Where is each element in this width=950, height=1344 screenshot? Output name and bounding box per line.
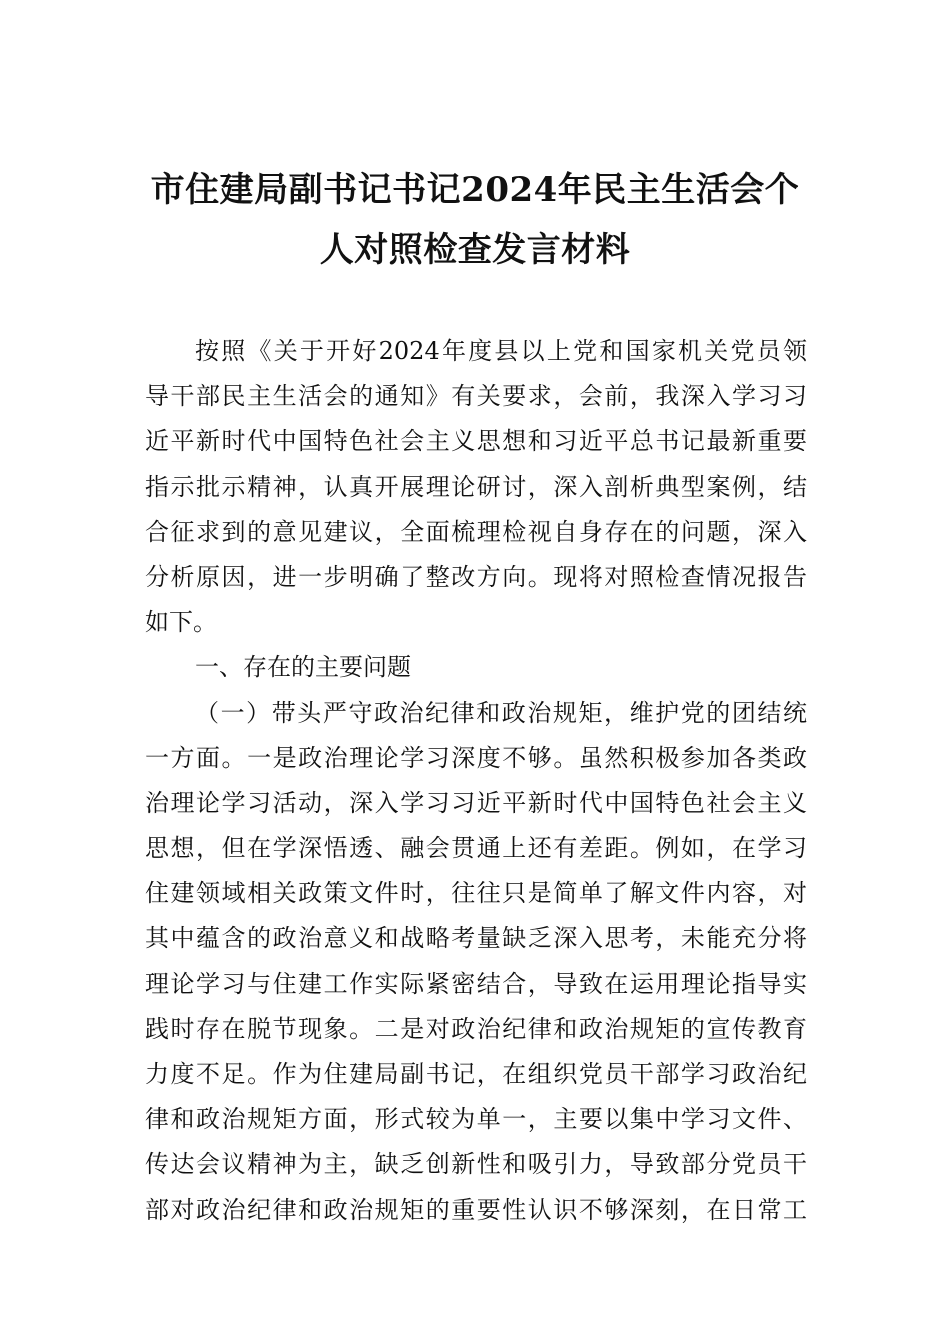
paragraph-intro	[145, 329, 807, 645]
paragraph-line: 律和政治规矩方面，形式较为单一，主要以集中学习文件、	[145, 1105, 807, 1134]
paragraph-line: 指示批示精神，认真开展理论研讨，深入剖析典型案例，结	[145, 472, 807, 501]
paragraph-line: 合征求到的意见建议，全面梳理检视自身存在的问题，深入	[145, 517, 807, 546]
paragraph-line: 分析原因，进一步明确了整改方向。现将对照检查情况报告	[145, 562, 807, 591]
paragraph-line: （一）带头严守政治纪律和政治规矩，维护党的团结统	[195, 698, 807, 727]
paragraph-line: 如下。	[145, 608, 217, 637]
title-line-2: 人对照检查发言材料	[319, 230, 631, 270]
paragraph-line: 其中蕴含的政治意义和战略考量缺乏深入思考，未能充分将	[145, 924, 807, 953]
paragraph-line: 按照《关于开好2024年度县以上党和国家机关党员领	[195, 337, 807, 365]
paragraph-line: 传达会议精神为主，缺乏创新性和吸引力，导致部分党员干	[145, 1150, 807, 1179]
paragraph-line: 一方面。一是政治理论学习深度不够。虽然积极参加各类政	[145, 743, 807, 772]
document-body	[145, 329, 807, 1233]
paragraph-line: 住建领域相关政策文件时，往往只是简单了解文件内容，对	[145, 879, 807, 908]
paragraph-line: 近平新时代中国特色社会主义思想和习近平总书记最新重要	[145, 427, 807, 456]
paragraph-problems	[145, 691, 807, 1233]
paragraph-line: 践时存在脱节现象。二是对政治纪律和政治规矩的宣传教育	[145, 1014, 807, 1043]
paragraph-line: 导干部民主生活会的通知》有关要求，会前，我深入学习习	[145, 382, 807, 411]
paragraph-line: 思想，但在学深悟透、融会贯通上还有差距。例如，在学习	[145, 834, 807, 863]
paragraph-line: 部对政治纪律和政治规矩的重要性认识不够深刻，在日常工	[145, 1195, 807, 1224]
document-title	[145, 160, 805, 280]
paragraph-line: 理论学习与住建工作实际紧密结合，导致在运用理论指导实	[145, 969, 807, 998]
paragraph-line: 力度不足。作为住建局副书记，在组织党员干部学习政治纪	[145, 1060, 807, 1088]
paragraph-line: 治理论学习活动，深入学习习近平新时代中国特色社会主义	[145, 788, 807, 817]
title-line-1: 市住建局副书记书记2024年民主生活会个	[150, 170, 800, 210]
section-heading: 一、存在的主要问题	[195, 653, 411, 682]
